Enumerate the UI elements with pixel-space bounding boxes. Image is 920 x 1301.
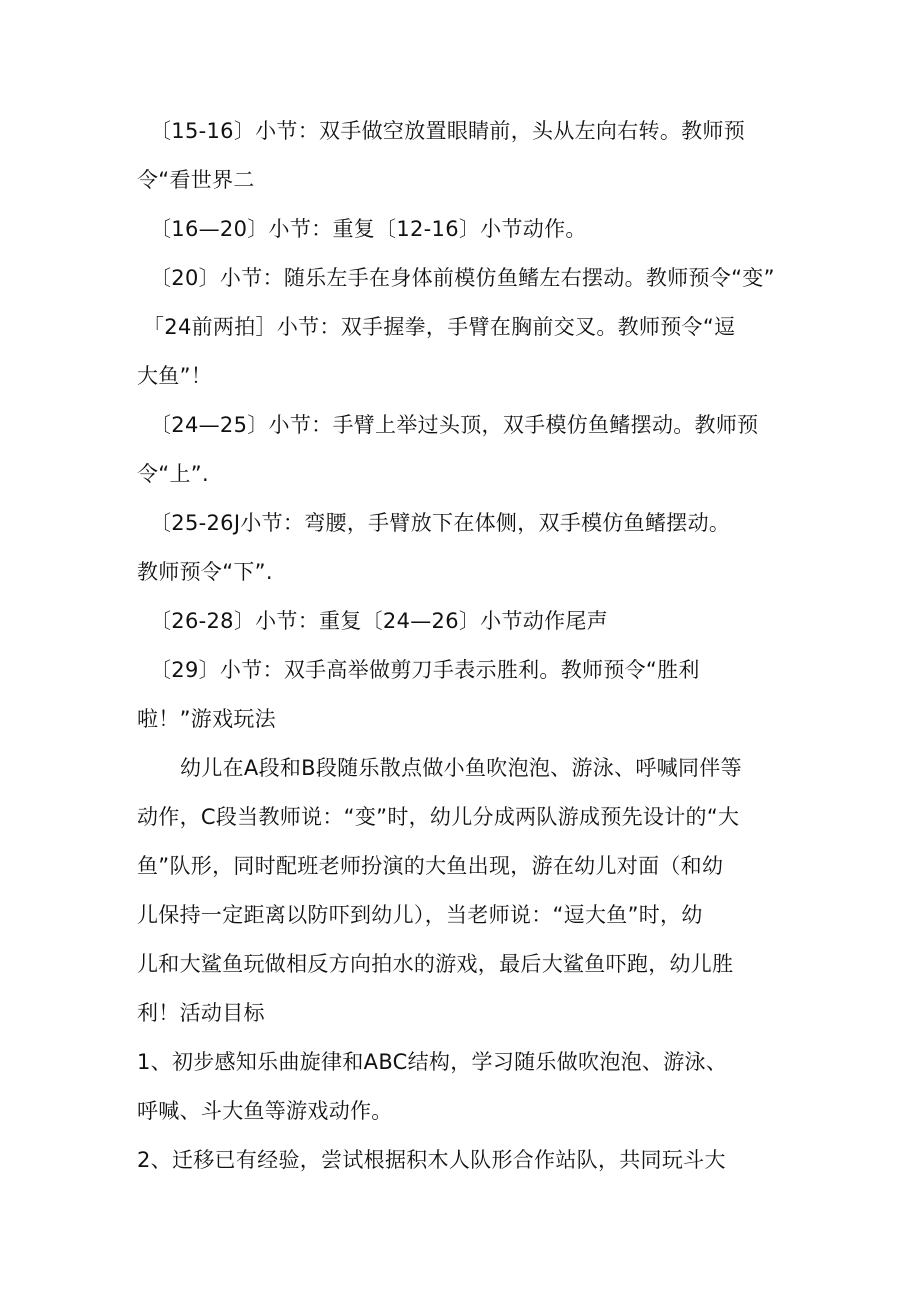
text-line: 〔16—20〕小节：重复〔12-16〕小节动作。 <box>150 217 587 241</box>
text-line: 1、初步感知乐曲旋律和ABC结构，学习随乐做吹泡泡、游泳、 <box>137 1050 728 1074</box>
text-line: 〔26-28〕小节：重复〔24—26〕小节动作尾声 <box>150 609 608 633</box>
text-line: 〔20〕小节：随乐左手在身体前模仿鱼鳍左右摆动。教师预令“变” <box>150 266 775 290</box>
text-line: 大鱼”！ <box>137 364 213 388</box>
text-line: 动作，C段当教师说：“变”时，幼儿分成两队游成预先设计的“大 <box>137 805 740 829</box>
text-line: 「24前两拍］小节：双手握拳，手臂在胸前交叉。教师预令“逗 <box>143 315 736 339</box>
text-line: 儿和大鲨鱼玩做相反方向拍水的游戏，最后大鲨鱼吓跑，幼儿胜 <box>137 952 734 976</box>
text-line: 〔29〕小节：双手高举做剪刀手表示胜利。教师预令“胜利 <box>150 658 700 682</box>
text-line: 幼儿在A段和B段随乐散点做小鱼吹泡泡、游泳、呼喊同伴等 <box>180 756 742 780</box>
text-line: 〔25-26J小节：弯腰，手臂放下在体侧，双手模仿鱼鳍摆动。 <box>150 511 731 535</box>
text-line: 呼喊、斗大鱼等游戏动作。 <box>137 1099 393 1123</box>
text-line: 教师预令“下”. <box>137 560 273 584</box>
text-line: 〔15-16〕小节：双手做空放置眼睛前，头从左向右转。教师预 <box>150 119 746 143</box>
text-line: 〔24—25〕小节：手臂上举过头顶，双手模仿鱼鳍摆动。教师预 <box>150 413 759 437</box>
text-line: 鱼”队形，同时配班老师扮演的大鱼出现，游在幼儿对面（和幼 <box>137 854 724 878</box>
text-line: 令“看世界二 <box>137 168 255 192</box>
text-line: 令“上”. <box>137 462 209 486</box>
text-line: 利！活动目标 <box>137 1001 265 1025</box>
text-line: 啦！”游戏玩法 <box>137 707 276 731</box>
text-line: 儿保持一定距离以防吓到幼儿），当老师说：“逗大鱼”时，幼 <box>137 903 703 927</box>
text-line: 2、迁移已有经验，尝试根据积木人队形合作站队，共同玩斗大 <box>137 1148 726 1172</box>
